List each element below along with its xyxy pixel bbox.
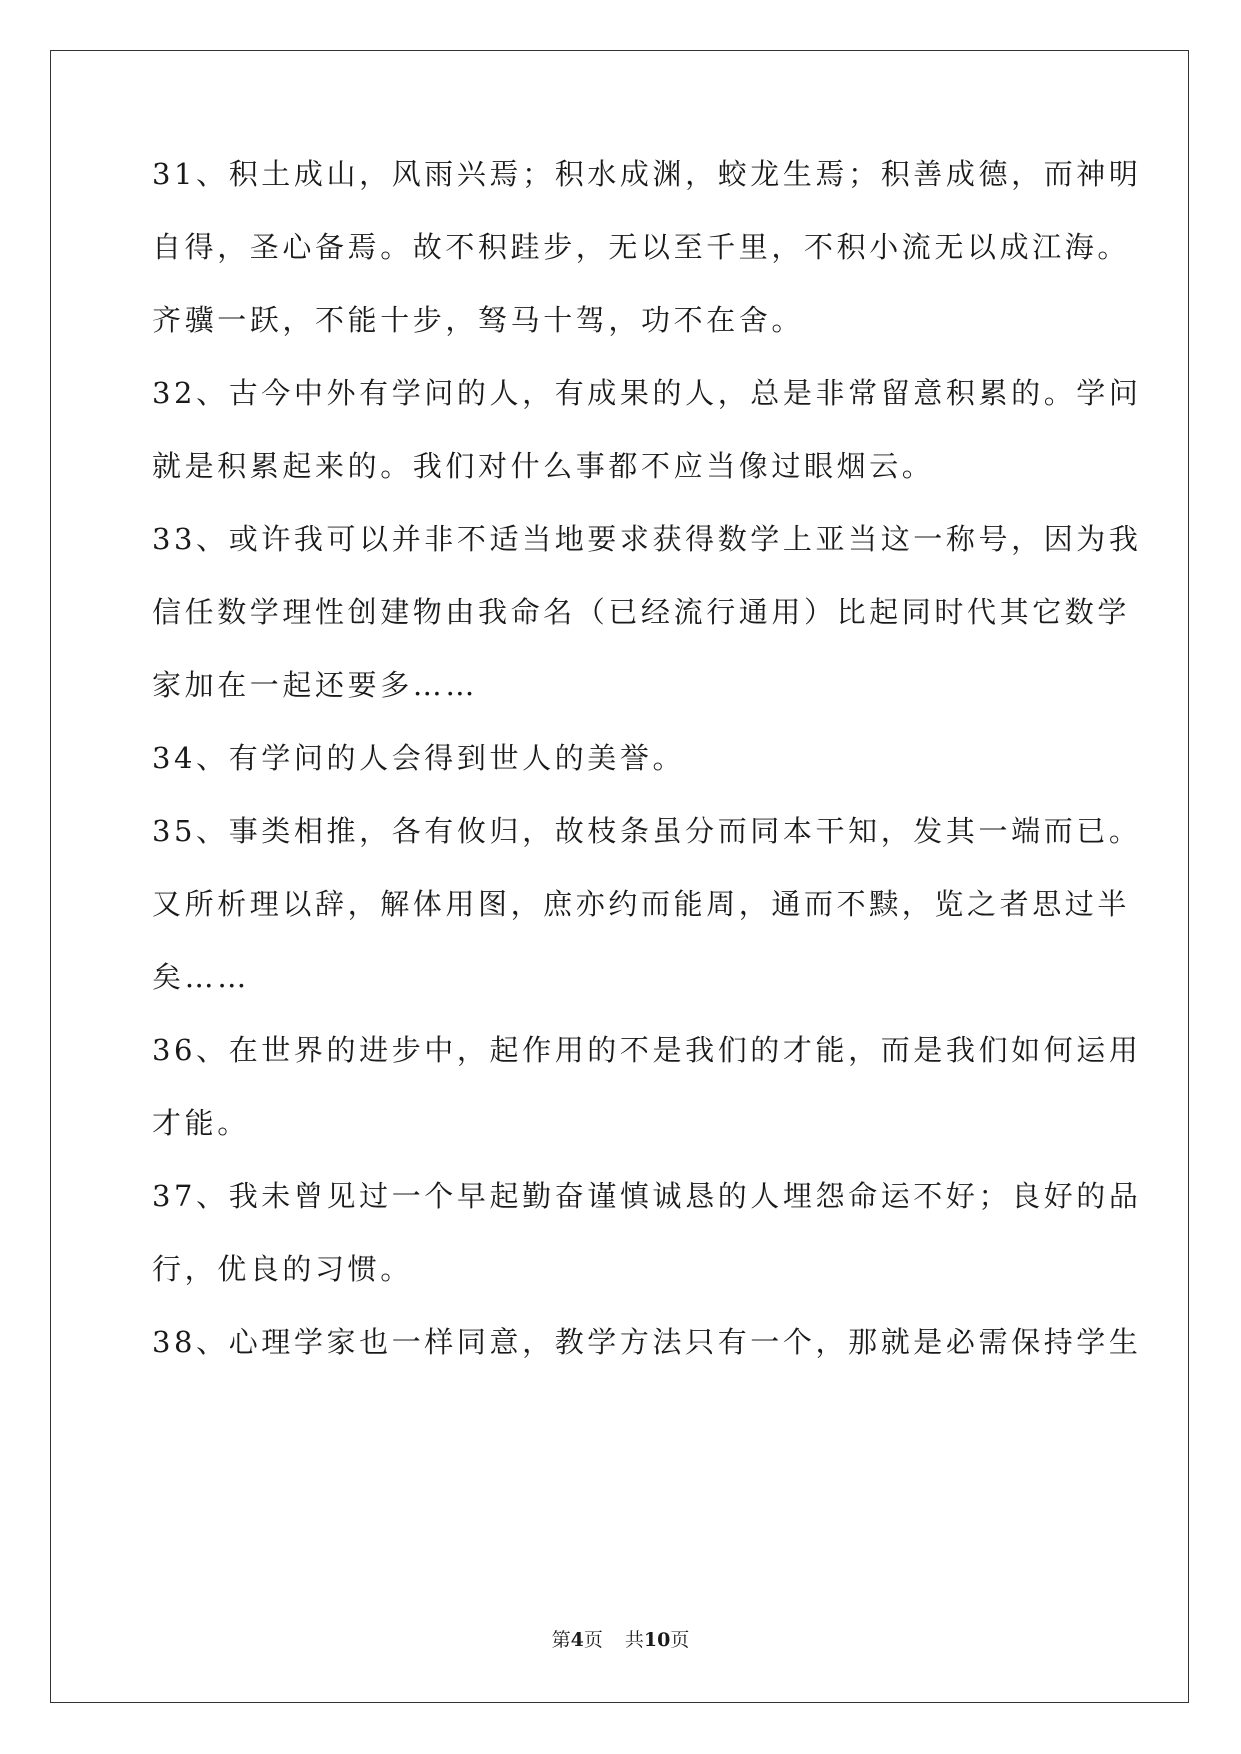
text-line: 信任数学理性创建物由我命名（已经流行通用）比起同时代其它数学: [152, 595, 1131, 629]
page-footer: [0, 1625, 1241, 1652]
text-line: 自得，圣心备焉。故不积跬步，无以至千里，不积小流无以成江海。: [152, 230, 1131, 264]
page-suffix: 页: [583, 1629, 603, 1651]
total-prefix: 共: [624, 1629, 644, 1651]
total-pages: 10: [643, 1629, 671, 1651]
text-line: 33、或许我可以并非不适当地要求获得数学上亚当这一称号，因为我: [152, 522, 1142, 556]
text-line: 31、积土成山，风雨兴焉；积水成渊，蛟龙生焉；积善成德，而神明: [152, 157, 1142, 191]
text-line: 37、我未曾见过一个早起勤奋谨慎诚恳的人埋怨命运不好；良好的品: [152, 1179, 1142, 1213]
text-line: 35、事类相推，各有攸归，故枝条虽分而同本干知，发其一端而已。: [152, 814, 1142, 848]
page-border: [50, 50, 1189, 1703]
text-line: 38、心理学家也一样同意，教学方法只有一个，那就是必需保持学生: [152, 1325, 1142, 1359]
text-line: 矣……: [152, 960, 250, 994]
text-line: 32、古今中外有学问的人，有成果的人，总是非常留意积累的。学问: [152, 376, 1142, 410]
page-prefix: 第: [551, 1629, 571, 1651]
text-line: 又所析理以辞，解体用图，庶亦约而能周，通而不黩，览之者思过半: [152, 887, 1131, 921]
text-line: 齐骥一跃，不能十步，驽马十驾，功不在舍。: [152, 303, 805, 337]
total-suffix: 页: [670, 1629, 690, 1651]
text-line: 36、在世界的进步中，起作用的不是我们的才能，而是我们如何运用: [152, 1033, 1142, 1067]
page-number: 4: [570, 1629, 584, 1651]
text-line: 家加在一起还要多……: [152, 668, 479, 702]
text-line: 才能。: [152, 1106, 250, 1140]
text-line: 就是积累起来的。我们对什么事都不应当像过眼烟云。: [152, 449, 935, 483]
text-line: 行，优良的习惯。: [152, 1252, 413, 1286]
text-line: 34、有学问的人会得到世人的美誉。: [152, 741, 686, 775]
